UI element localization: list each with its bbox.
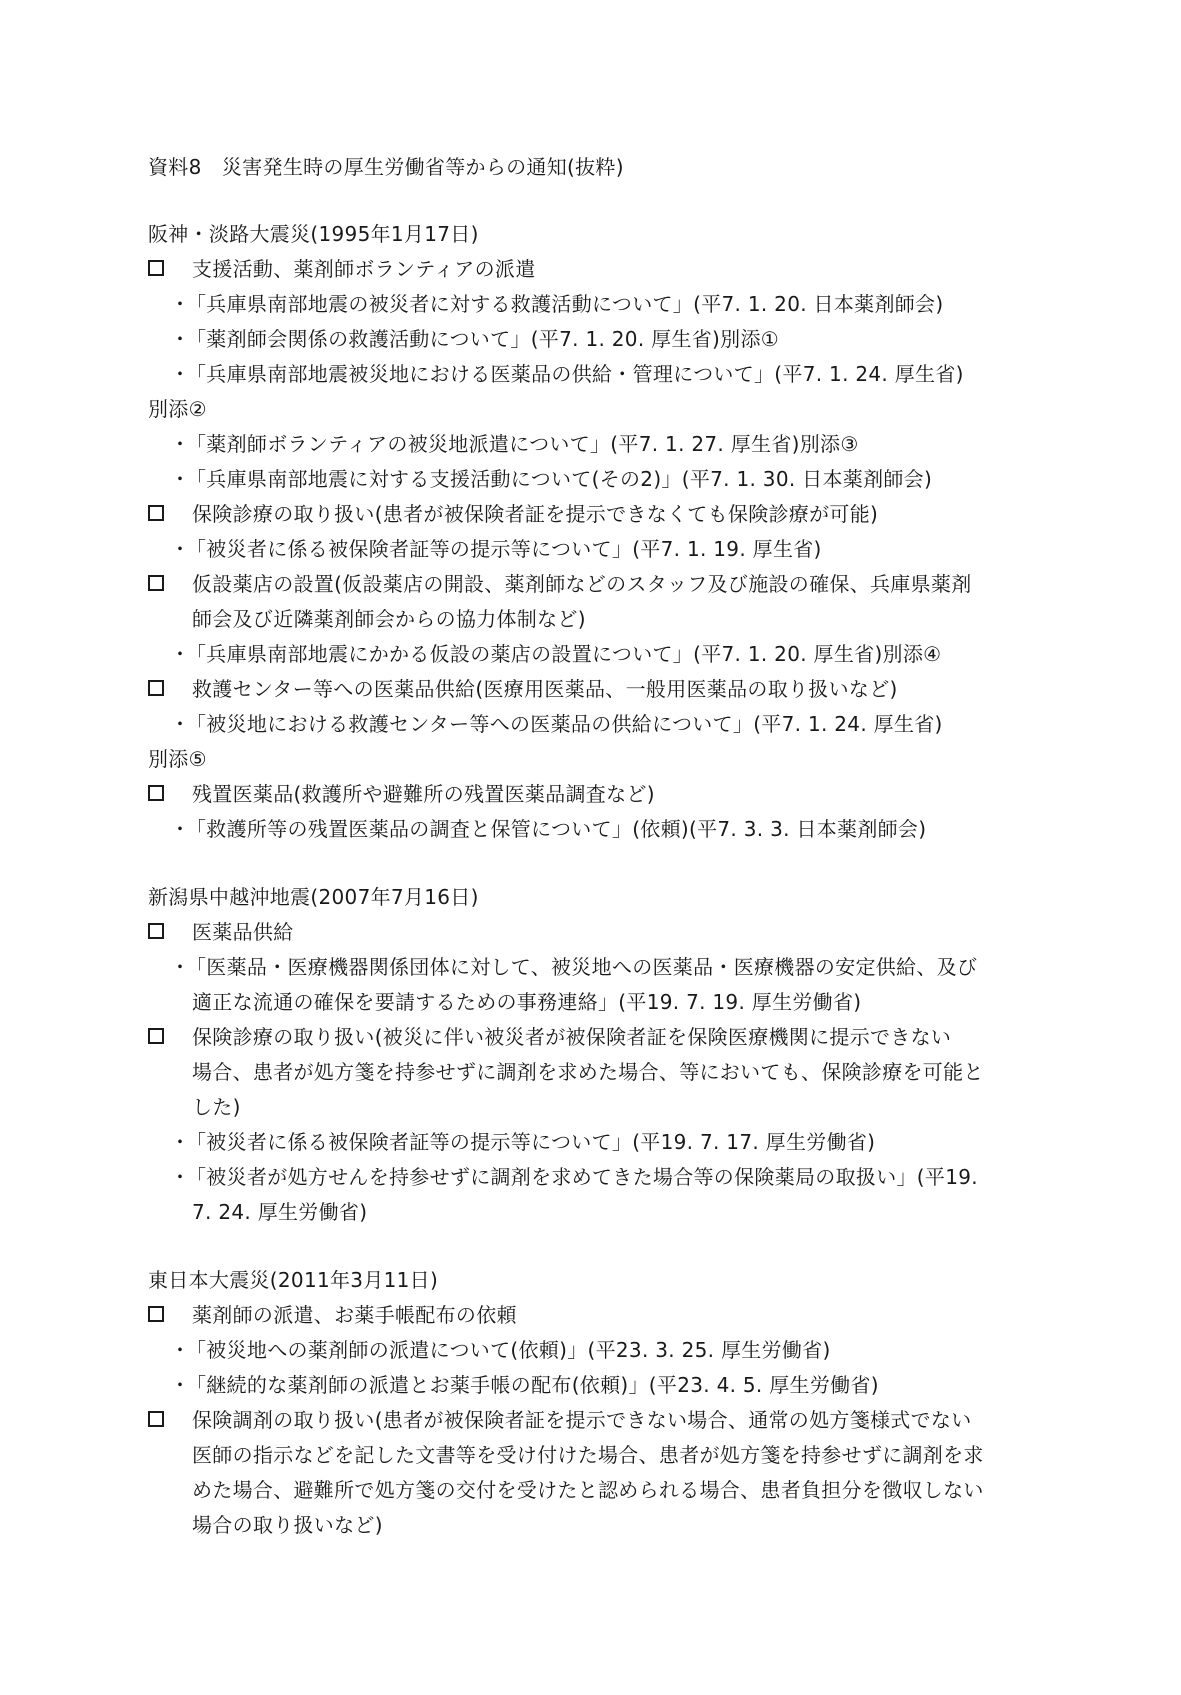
list-item <box>148 1125 1038 1159</box>
list-item <box>148 462 1038 496</box>
notice-text: 「薬剤師会関係の救護活動について」(平7. 1. 20. 厚生省)別添① <box>186 327 779 351</box>
notice-text: 「兵庫県南部地震の被災者に対する救護活動について」(平7. 1. 20. 日本薬剤師会) <box>186 292 944 316</box>
document-title: 資料8 災害発生時の厚生労働省等からの通知(抜粋) <box>148 155 624 179</box>
list-item <box>148 1368 1038 1402</box>
checklist-item <box>148 497 1038 531</box>
checklist-item-continuation: 医師の指示などを記した文書等を受け付けた場合、患者が処方箋を持参せずに調剤を求 <box>192 1443 984 1467</box>
list-item <box>148 532 1038 566</box>
checklist-item <box>148 1298 1038 1332</box>
checklist-item-continuation: した) <box>192 1095 241 1119</box>
checklist-item-text: 保険調剤の取り扱い(患者が被保険者証を提示できない場合、通常の処方箋様式でない <box>192 1408 972 1432</box>
checkbox-square-icon <box>148 575 164 591</box>
list-item <box>148 427 1038 461</box>
list-item <box>148 1333 1038 1367</box>
checklist-item-continuation: めた場合、避難所で処方箋の交付を受けたと認められる場合、患者負担分を徴収しない <box>192 1478 984 1502</box>
bullet-icon: ・ <box>170 642 191 666</box>
section-heading: 東日本大震災(2011年3月11日) <box>148 1268 439 1292</box>
notice-text: 「被災地における救護センター等への医薬品の供給について」(平7. 1. 24. 厚生省) <box>186 712 943 736</box>
list-item <box>148 707 1038 741</box>
bullet-icon: ・ <box>170 955 191 979</box>
checklist-item <box>148 915 1038 949</box>
bullet-icon: ・ <box>170 362 191 386</box>
checklist-item-continuation: 場合、患者が処方箋を持参せずに調剤を求めた場合、等においても、保険診療を可能と <box>192 1060 984 1084</box>
notice-text: 「継続的な薬剤師の派遣とお薬手帳の配布(依頼)」(平23. 4. 5. 厚生労働省) <box>186 1373 879 1397</box>
list-item-continuation: 適正な流通の確保を要請するための事務連絡」(平19. 7. 19. 厚生労働省) <box>192 990 862 1014</box>
checkbox-square-icon <box>148 680 164 696</box>
bullet-icon: ・ <box>170 537 191 561</box>
checkbox-square-icon <box>148 923 164 939</box>
attachment-note: 別添⑤ <box>148 747 207 771</box>
bullet-icon: ・ <box>170 1130 191 1154</box>
notice-text: 「兵庫県南部地震に対する支援活動について(その2)」(平7. 1. 30. 日本薬剤師会) <box>186 467 933 491</box>
notice-text: 「被災者が処方せんを持参せずに調剤を求めてきた場合等の保険薬局の取扱い」(平19. <box>186 1165 978 1189</box>
checklist-item-text: 支援活動、薬剤師ボランティアの派遣 <box>192 257 536 281</box>
list-item <box>148 287 1038 321</box>
checklist-item-continuation: 師会及び近隣薬剤師会からの協力体制など) <box>192 607 586 631</box>
bullet-icon: ・ <box>170 1373 191 1397</box>
bullet-icon: ・ <box>170 1338 191 1362</box>
checkbox-square-icon <box>148 1411 164 1427</box>
bullet-icon: ・ <box>170 292 191 316</box>
bullet-icon: ・ <box>170 467 191 491</box>
checklist-item-text: 保険診療の取り扱い(患者が被保険者証を提示できなくても保険診療が可能) <box>192 502 879 526</box>
notice-text: 「被災地への薬剤師の派遣について(依頼)」(平23. 3. 25. 厚生労働省) <box>186 1338 831 1362</box>
checklist-item-text: 残置医薬品(救護所や避難所の残置医薬品調査など) <box>192 782 655 806</box>
bullet-icon: ・ <box>170 432 191 456</box>
notice-text: 「救護所等の残置医薬品の調査と保管について」(依頼)(平7. 3. 3. 日本薬剤師会) <box>186 817 927 841</box>
checklist-item-text: 救護センター等への医薬品供給(医療用医薬品、一般用医薬品の取り扱いなど) <box>192 677 898 701</box>
list-item <box>148 1160 1038 1194</box>
checkbox-square-icon <box>148 260 164 276</box>
checklist-item-continuation: 場合の取り扱いなど) <box>192 1513 383 1537</box>
checkbox-square-icon <box>148 505 164 521</box>
list-item <box>148 812 1038 846</box>
bullet-icon: ・ <box>170 1165 191 1189</box>
checklist-item <box>148 1403 1038 1437</box>
list-item-continuation: 7. 24. 厚生労働省) <box>192 1200 368 1224</box>
checkbox-square-icon <box>148 1306 164 1322</box>
notice-text: 「医薬品・医療機器関係団体に対して、被災地への医薬品・医療機器の安定供給、及び <box>186 955 978 979</box>
checkbox-square-icon <box>148 1028 164 1044</box>
checklist-item <box>148 672 1038 706</box>
checklist-item-text: 仮設薬店の設置(仮設薬店の開設、薬剤師などのスタッフ及び施設の確保、兵庫県薬剤 <box>192 572 972 596</box>
bullet-icon: ・ <box>170 817 191 841</box>
checklist-item <box>148 1020 1038 1054</box>
notice-text: 「被災者に係る被保険者証等の提示等について」(平19. 7. 17. 厚生労働省) <box>186 1130 876 1154</box>
checklist-item <box>148 252 1038 286</box>
notice-text: 「薬剤師ボランティアの被災地派遣について」(平7. 1. 27. 厚生省)別添③ <box>186 432 859 456</box>
section-heading: 新潟県中越沖地震(2007年7月16日) <box>148 885 479 909</box>
checklist-item <box>148 777 1038 811</box>
checklist-item-text: 薬剤師の派遣、お薬手帳配布の依頼 <box>192 1303 517 1327</box>
checklist-item-text: 保険診療の取り扱い(被災に伴い被災者が被保険者証を保険医療機関に提示できない <box>192 1025 952 1049</box>
notice-text: 「被災者に係る被保険者証等の提示等について」(平7. 1. 19. 厚生省) <box>186 537 822 561</box>
attachment-note: 別添② <box>148 397 207 421</box>
list-item <box>148 950 1038 984</box>
list-item <box>148 637 1038 671</box>
checklist-item-text: 医薬品供給 <box>192 920 294 944</box>
bullet-icon: ・ <box>170 712 191 736</box>
bullet-icon: ・ <box>170 327 191 351</box>
checklist-item <box>148 567 1038 601</box>
notice-text: 「兵庫県南部地震にかかる仮設の薬店の設置について」(平7. 1. 20. 厚生省)別添④ <box>186 642 942 666</box>
notice-text: 「兵庫県南部地震被災地における医薬品の供給・管理について」(平7. 1. 24. 厚生省) <box>186 362 964 386</box>
list-item <box>148 322 1038 356</box>
section-heading: 阪神・淡路大震災(1995年1月17日) <box>148 222 479 246</box>
checkbox-square-icon <box>148 785 164 801</box>
list-item <box>148 357 1038 391</box>
